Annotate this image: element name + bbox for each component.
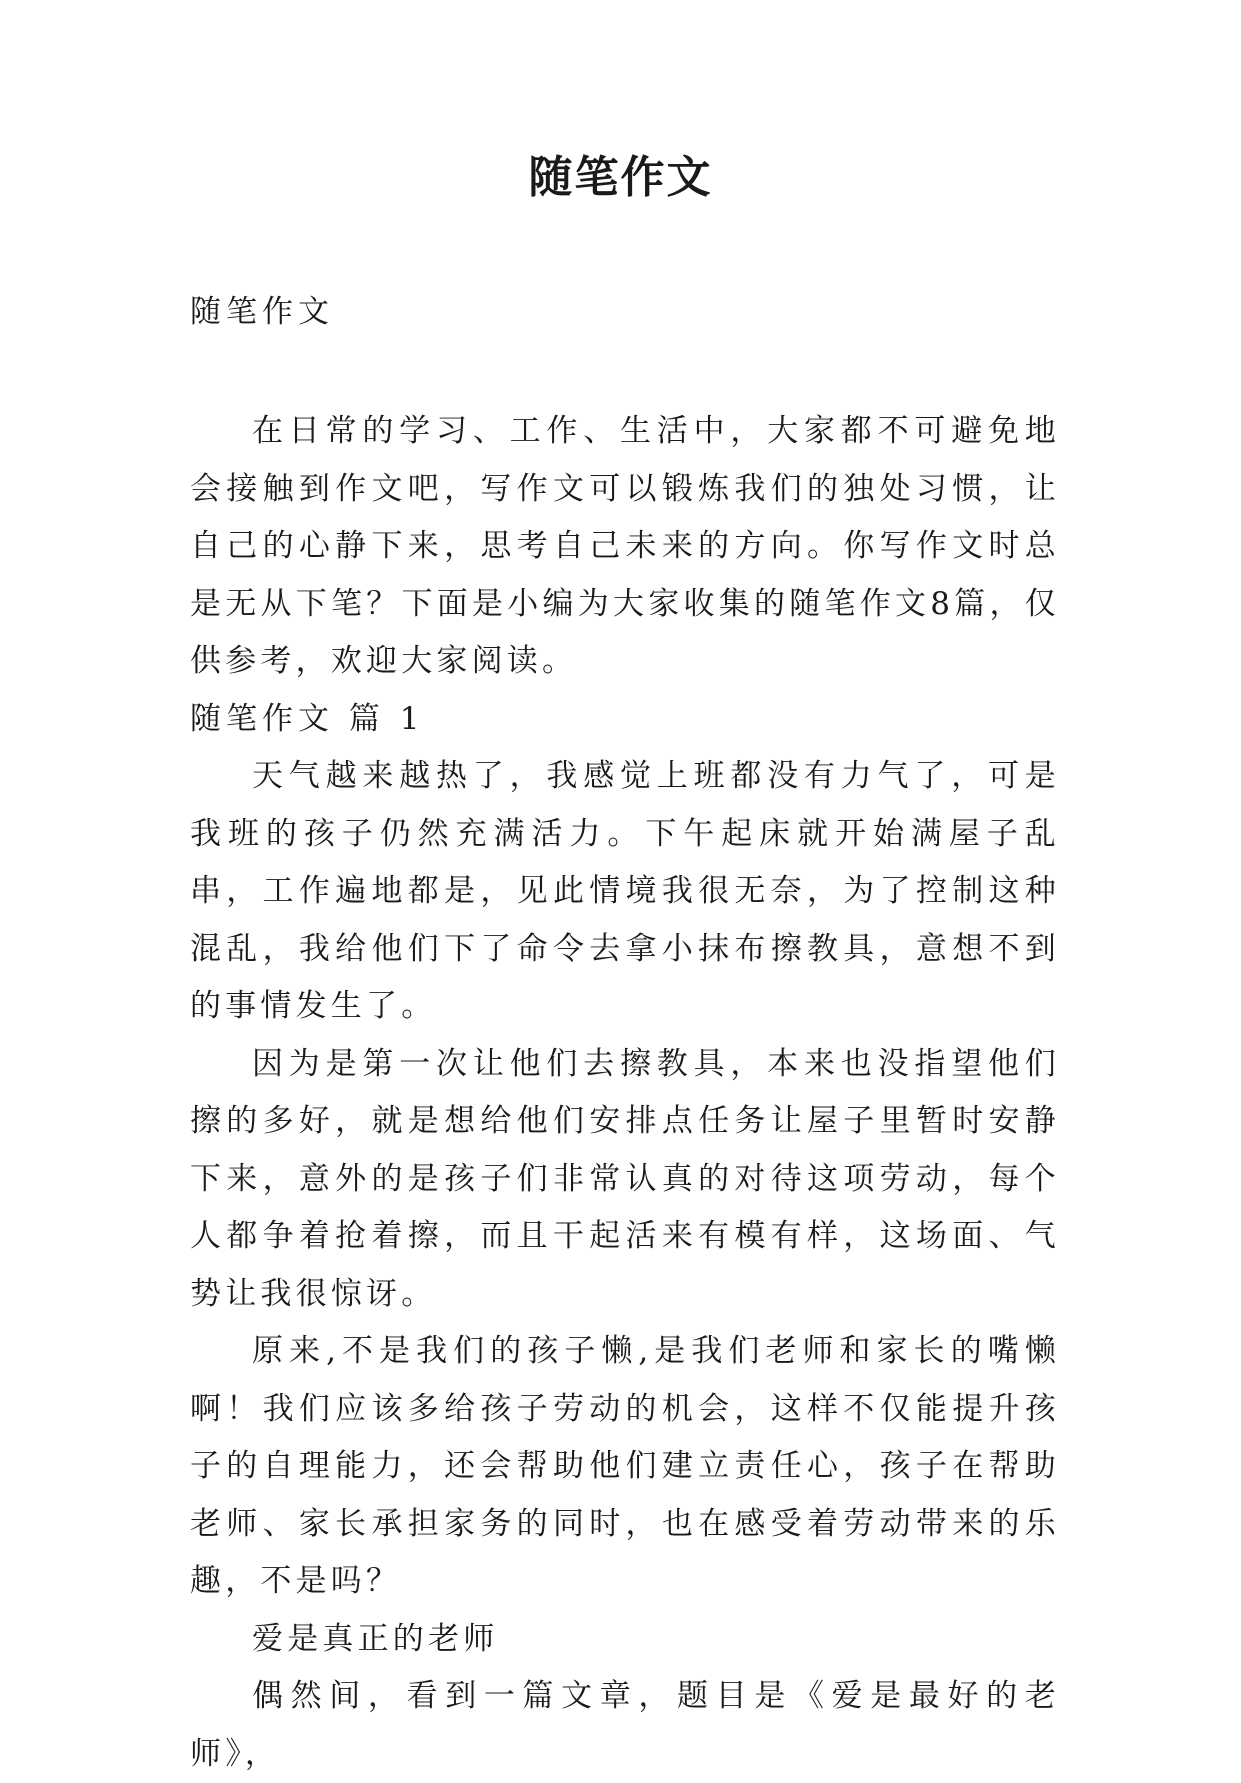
document-title: 随笔作文 [528,152,713,203]
section-title: 随笔作文 篇 1 [190,700,425,737]
body-paragraph: 偶然间，看到一篇文章，题目是《爱是最好的老师》， [190,1678,1060,1772]
document-body [190,403,1060,1783]
body-paragraph: 原来,不是我们的孩子懒,是我们老师和家长的嘴懒啊！我们应该多给孩子劳动的机会，这样不仅能提升孩子的自理能力，还会帮助他们建立责任心，孩子在帮助老师、家长承担家务的同时，也在感受着劳动带来的乐趣，不是吗？ [190,1333,1060,1599]
article-heading: 爱是真正的老师 [252,1620,499,1657]
body-paragraph: 天气越来越热了，我感觉上班都没有力气了，可是我班的孩子仍然充满活力。下午起床就开始满屋子乱串，工作遍地都是，见此情境我很无奈，为了控制这种混乱，我给他们下了命令去拿小抹布擦教具，意想不到的事情发生了。 [190,758,1060,1024]
document-subtitle: 随笔作文 [190,294,334,330]
intro-paragraph: 在日常的学习、工作、生活中，大家都不可避免地会接触到作文吧，写作文可以锻炼我们的独处习惯，让自己的心静下来，思考自己未来的方向。你写作文时总是无从下笔？下面是小编为大家收集的随笔作文8篇，仅供参考，欢迎大家阅读。 [190,413,1060,679]
body-paragraph: 因为是第一次让他们去擦教具，本来也没指望他们擦的多好，就是想给他们安排点任务让屋子里暂时安静下来，意外的是孩子们非常认真的对待这项劳动，每个人都争着抢着擦，而且干起活来有模有样，这场面、气势让我很惊讶。 [190,1045,1060,1312]
